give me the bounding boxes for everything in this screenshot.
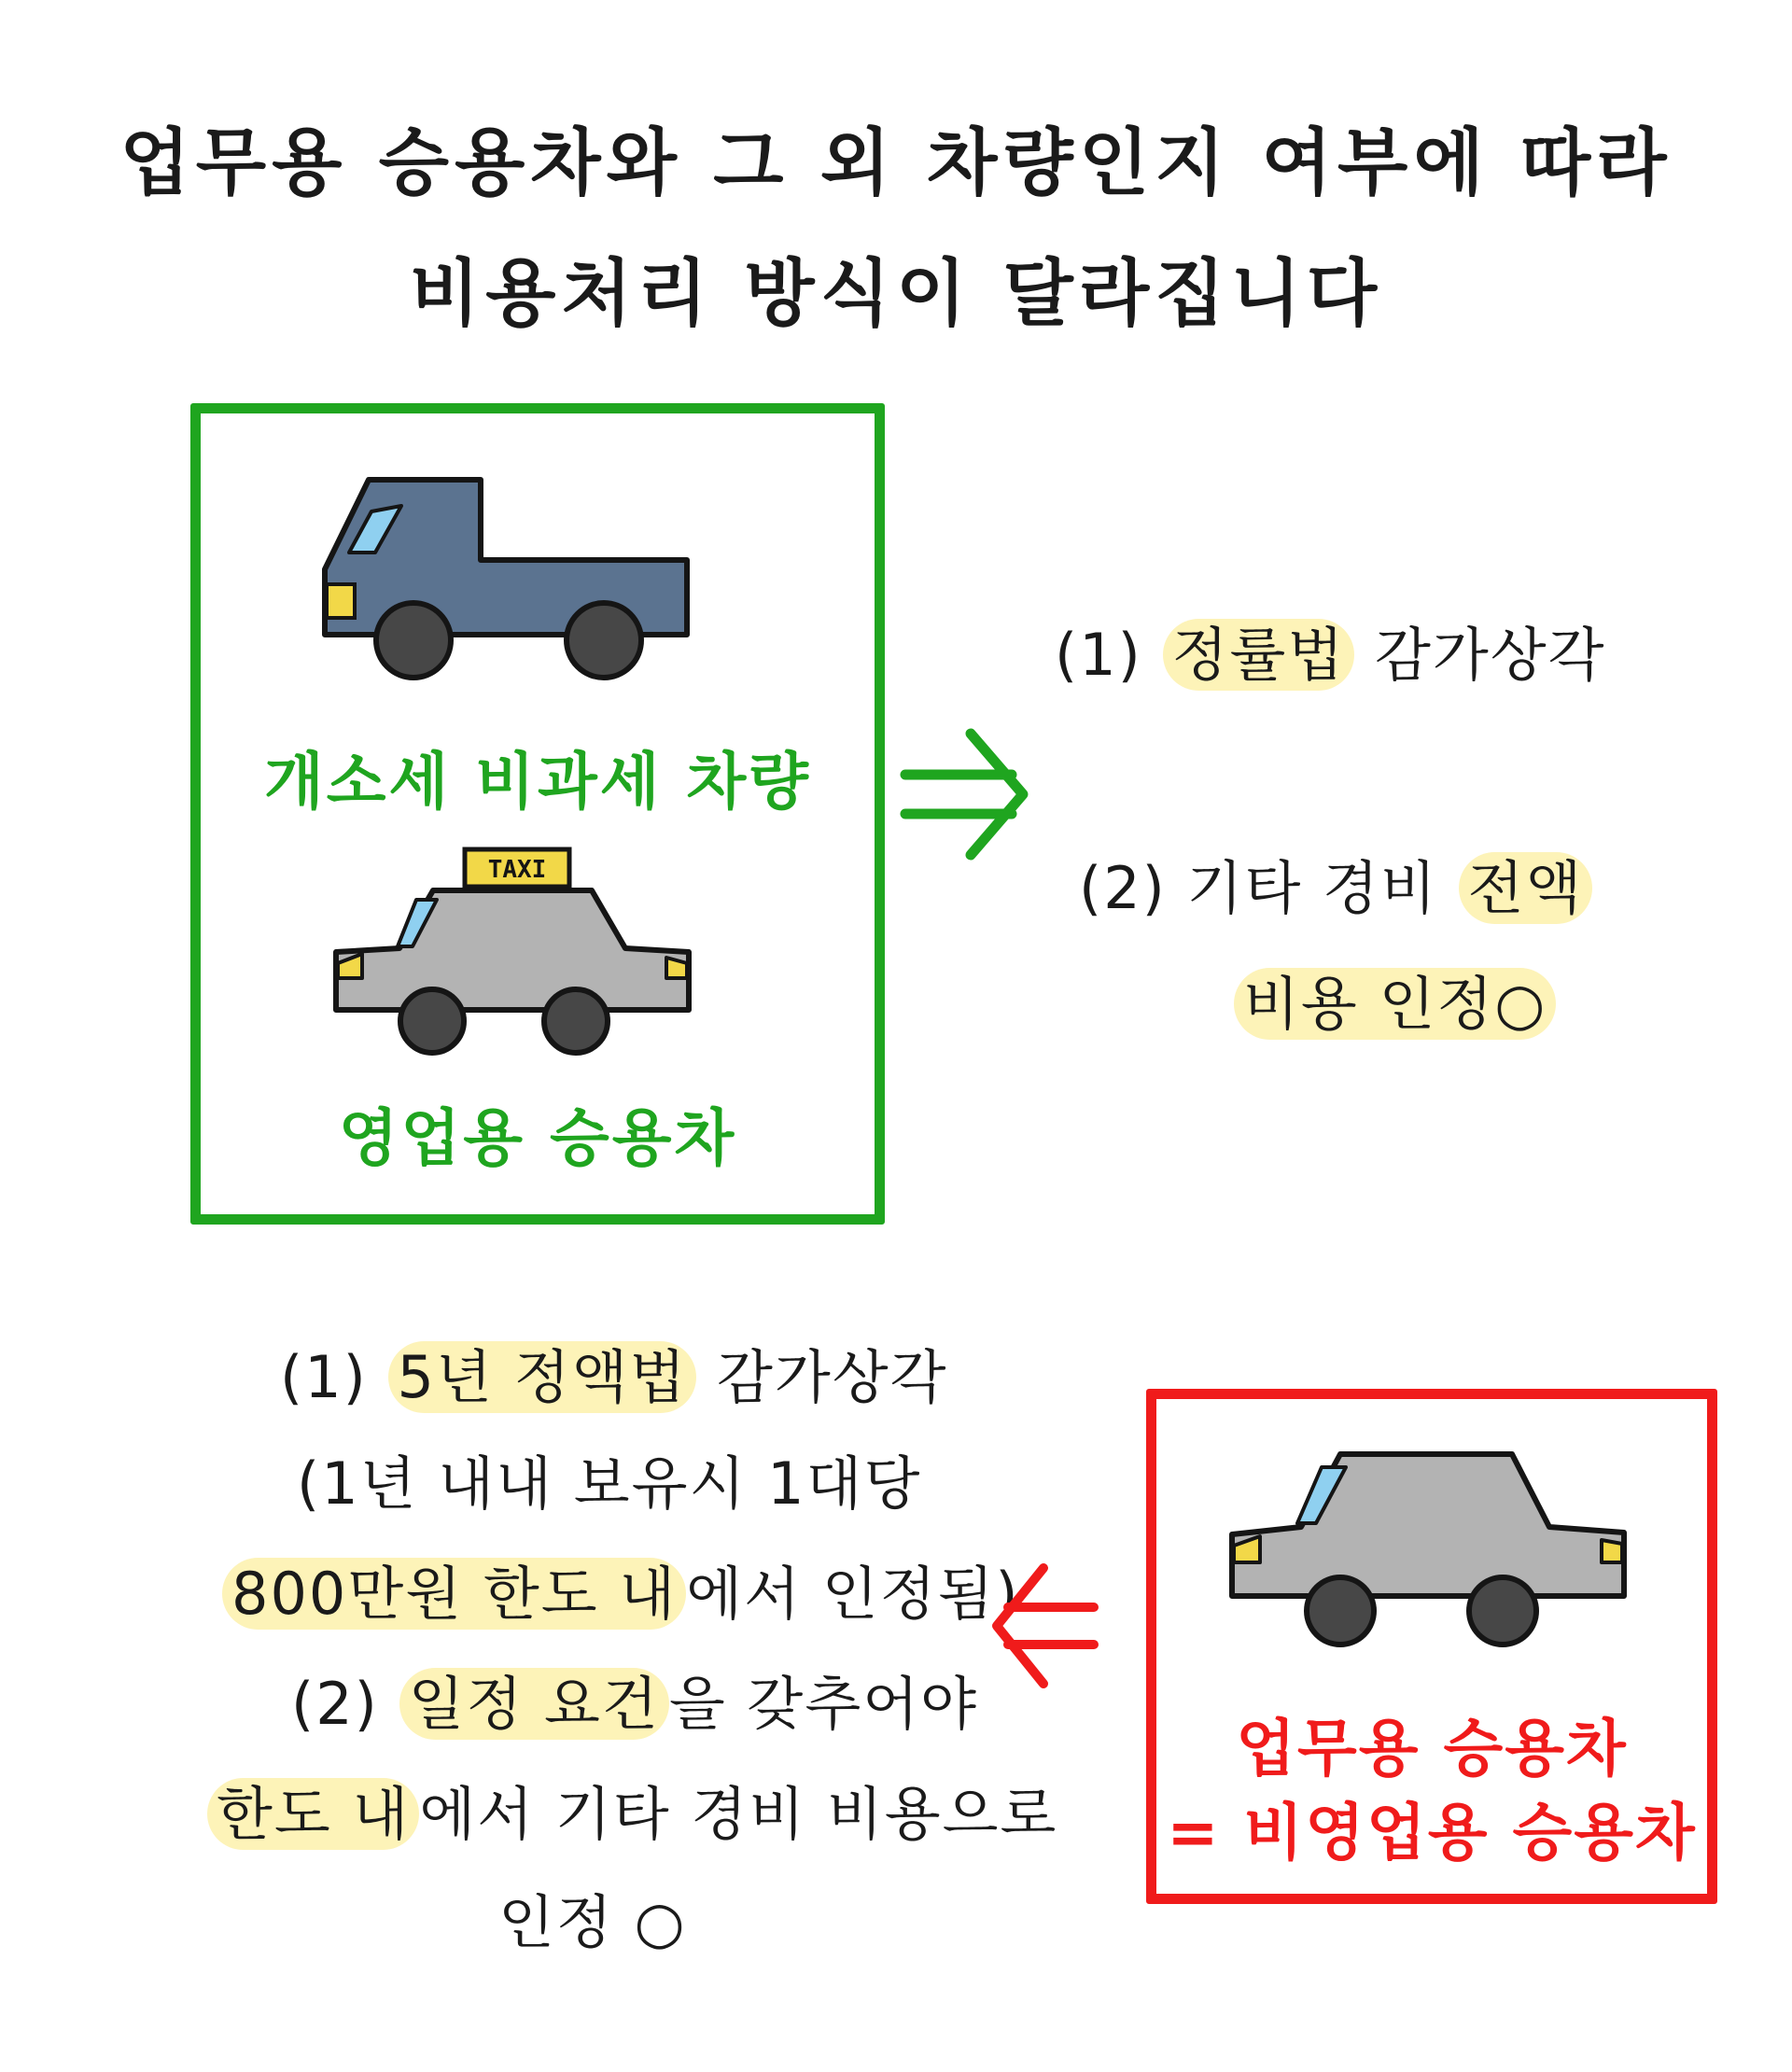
highlight-straight-line: 5년 정액법 [388,1341,697,1413]
left-note-line-2: (1년 내내 보유시 1대당 [297,1449,922,1518]
item-number: (2) [1079,854,1167,922]
highlight-declining-balance: 정률법 [1163,619,1355,691]
depreciation-text: 감가상각 [1374,621,1606,689]
within-limit-rest-text: 에서 기타 경비 비용으로 [419,1780,1058,1848]
title-line-2: 비용처리 방식이 달라집니다 [409,252,1383,336]
highlight-requirements: 일정 요건 [399,1668,669,1740]
left-note-line-5 [207,1768,1057,1851]
highlight-within-limit: 한도 내 [207,1778,419,1850]
depreciation-text: 감가상각 [717,1343,948,1411]
truck-icon [317,474,700,689]
highlight-limit: 800만원 한도 내 [222,1558,686,1630]
right-note-item-2-cont [1234,958,1556,1041]
left-note-line-3 [222,1547,1020,1631]
truck-label: 개소세 비과세 차량 [263,746,811,818]
right-note-item-2 [1079,842,1592,925]
item-number: (1) [280,1343,368,1411]
business-car-label: 업무용 승용차 [1236,1713,1628,1785]
non-commercial-car-label: = 비영업용 승용차 [1167,1797,1697,1869]
circle-mark-icon: ○ [1494,970,1547,1038]
double-arrow-left-icon [989,1561,1101,1691]
item-number: (1) [1055,621,1142,689]
highlight-full-amount: 전액 [1459,852,1593,924]
left-note-line-1 [280,1331,948,1414]
taxi-label: 영업용 승용차 [338,1102,737,1174]
double-arrow-right-icon [902,724,1032,864]
taxi-sign-text: TAXI [487,856,547,884]
highlight-expense-recognized: 비용 인정○ [1234,968,1556,1040]
title-line-1: 업무용 승용차와 그 외 차량인지 여부에 따라 [119,121,1673,205]
limit-rest-text: 에서 인정됨) [686,1560,1020,1628]
other-expense-text: 기타 경비 [1186,854,1438,922]
left-note-line-6: 인정 ○ [498,1888,687,1956]
item-number: (2) [291,1670,379,1738]
right-note-item-1 [1055,609,1606,692]
requirements-rest-text: 을 갖추어야 [668,1670,978,1738]
left-note-line-4 [291,1658,978,1741]
sedan-icon [1225,1447,1635,1661]
taxi-icon [329,842,702,1057]
